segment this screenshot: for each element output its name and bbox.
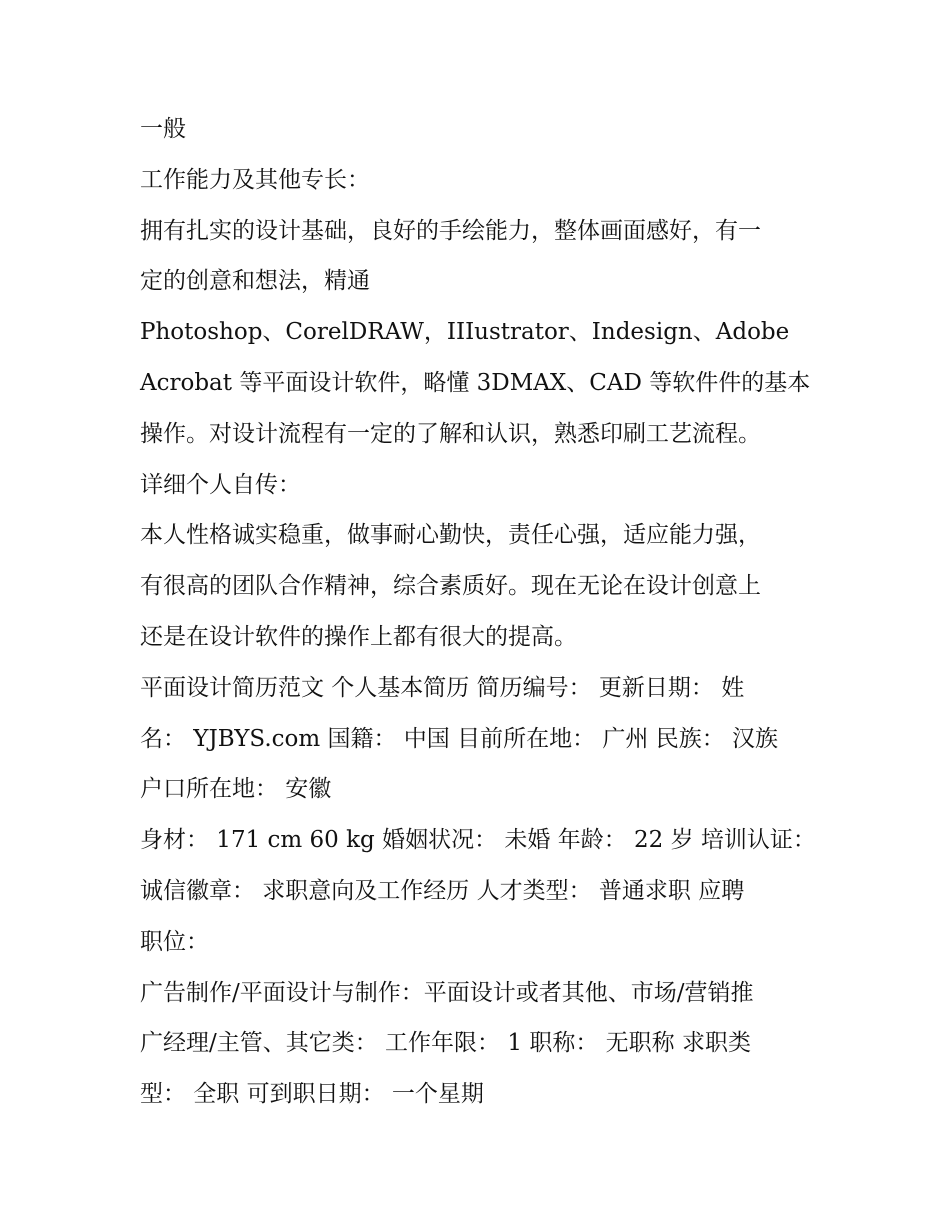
text-line: 操作。对设计流程有一定的了解和认识，熟悉印刷工艺流程。 [140, 420, 761, 447]
text-line: 拥有扎实的设计基础，良好的手绘能力，整体画面感好，有一 [140, 217, 761, 244]
text-line: 详细个人自传： [140, 471, 301, 498]
text-line: 本人性格诚实稳重，做事耐心勤快，责任心强，适应能力强， [140, 522, 761, 549]
text-line: 工作能力及其他专长： [140, 166, 370, 193]
text-line: 户口所在地： 安徽 [140, 776, 332, 803]
text-line: 身材： 171 cm 60 kg 婚姻状况： 未婚 年龄： 22 岁 培训认证： [140, 827, 816, 854]
text-line: 型： 全职 可到职日期： 一个星期 [140, 1081, 484, 1108]
text-line: 广经理/主管、其它类： 工作年限： 1 职称： 无职称 求职类 [140, 1030, 751, 1057]
text-line: 有很高的团队合作精神，综合素质好。现在无论在设计创意上 [140, 573, 761, 600]
text-line: 还是在设计软件的操作上都有很大的提高。 [140, 623, 577, 650]
document-body [140, 104, 830, 1120]
text-line: Acrobat 等平面设计软件，略懂 3DMAX、CAD 等软件件的基本 [140, 369, 811, 396]
text-line: 职位： [140, 928, 209, 955]
text-line: 诚信徽章： 求职意向及工作经历 人才类型： 普通求职 应聘 [140, 877, 745, 904]
text-line: Photoshop、CorelDRAW，IIIustrator、Indesign、Adobe [140, 319, 790, 346]
text-line: 定的创意和想法，精通 [140, 268, 370, 295]
text-line: 广告制作/平面设计与制作：平面设计或者其他、市场/营销推 [140, 979, 754, 1006]
text-line: 名： YJBYS.com 国籍： 中国 目前所在地： 广州 民族： 汉族 [140, 725, 779, 752]
text-line: 平面设计简历范文 个人基本简历 简历编号： 更新日期： 姓 [140, 674, 745, 701]
text-line: 一般 [140, 116, 186, 142]
